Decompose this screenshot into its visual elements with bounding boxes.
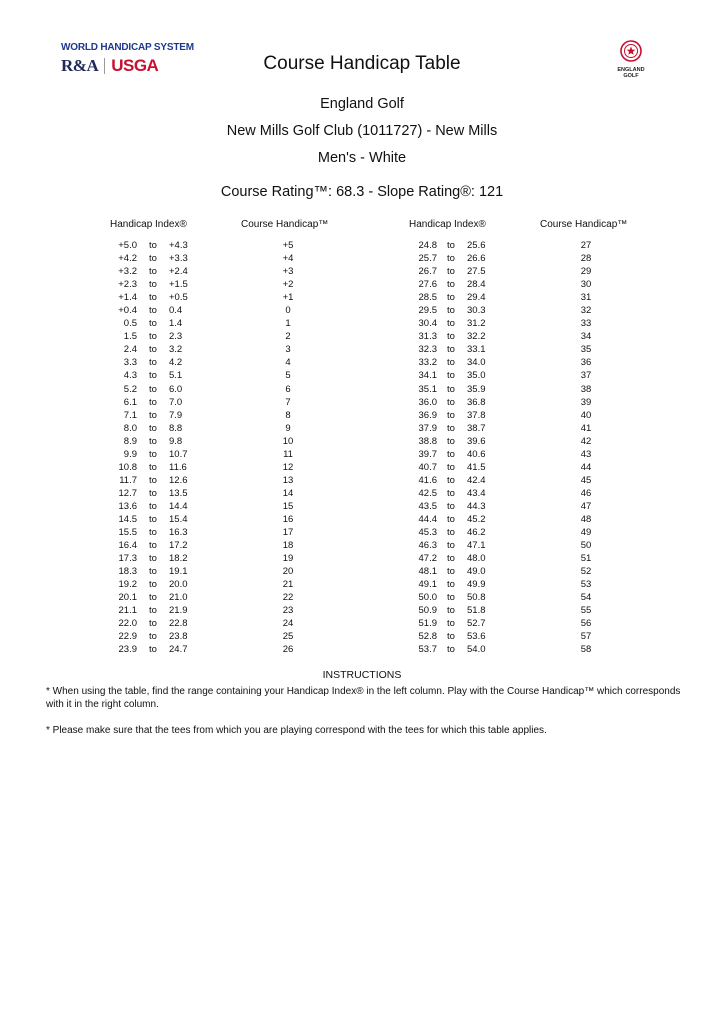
handicap-index-to: 46.2 <box>467 527 486 539</box>
handicap-index-to: 18.2 <box>169 553 188 565</box>
instruction-line-2: * Please make sure that the tees from which you are playing correspond with the tees for which this table applies. <box>46 725 547 736</box>
course-handicap-value: 46 <box>580 487 592 499</box>
england-label: ENGLAND <box>617 67 645 73</box>
handicap-index-to: 11.6 <box>169 461 187 473</box>
handicap-index-from: 16.4 <box>118 540 137 552</box>
handicap-index-from: 36.0 <box>418 396 437 408</box>
range-separator: to <box>447 435 455 447</box>
handicap-index-from: 50.0 <box>418 592 437 604</box>
handicap-index-from: 46.3 <box>418 540 437 552</box>
handicap-index-from: +5.0 <box>118 240 137 251</box>
range-separator: to <box>149 357 157 369</box>
instruction-line-1: * When using the table, find the range containing your Handicap Index® in the left column. Play with the Course Handicap™ which corresponds with it in the right column. <box>46 686 681 710</box>
course-slope-rating: Course Rating™: 68.3 - Slope Rating®: 121 <box>220 184 504 200</box>
col-header-handicap-index-right: Handicap Index® <box>409 219 486 230</box>
course-handicap-value: 22 <box>282 592 294 604</box>
range-separator: to <box>149 448 157 460</box>
handicap-index-from: 41.6 <box>418 474 437 486</box>
handicap-index-from: 24.8 <box>418 240 437 251</box>
course-handicap-value: 40 <box>580 409 592 421</box>
range-separator: to <box>447 448 455 460</box>
handicap-index-to: 25.6 <box>467 240 486 251</box>
handicap-index-from: 13.6 <box>118 500 137 512</box>
handicap-index-from: 12.7 <box>118 487 137 499</box>
handicap-index-from: 19.2 <box>118 579 137 591</box>
range-separator: to <box>447 527 455 539</box>
handicap-index-from: 38.8 <box>418 435 437 447</box>
course-handicap-value: 30 <box>580 279 592 291</box>
range-separator: to <box>149 305 157 317</box>
course-handicap-value: 32 <box>580 305 592 317</box>
handicap-index-from: 9.9 <box>123 448 137 460</box>
course-handicap-value: +5 <box>282 240 294 251</box>
handicap-index-from: 22.9 <box>118 631 137 643</box>
range-separator: to <box>149 253 157 265</box>
range-separator: to <box>447 292 455 304</box>
usga-logo: USGA <box>111 56 159 75</box>
range-separator: to <box>149 605 157 617</box>
handicap-index-to: 5.1 <box>169 370 183 382</box>
course-handicap-value: 17 <box>282 527 294 539</box>
course-handicap-value: +4 <box>282 253 294 265</box>
course-handicap-value: 55 <box>580 605 592 617</box>
handicap-index-from: 31.3 <box>418 331 437 343</box>
course-handicap-value: 34 <box>580 331 592 343</box>
handicap-index-to: 40.6 <box>467 448 486 460</box>
handicap-index-from: 23.9 <box>118 644 137 656</box>
course-handicap-value: +2 <box>282 279 294 291</box>
course-handicap-value: 19 <box>282 553 294 565</box>
handicap-index-to: 36.8 <box>467 396 486 408</box>
range-separator: to <box>149 644 157 656</box>
range-separator: to <box>447 631 455 643</box>
course-handicap-value: 10 <box>282 435 294 447</box>
handicap-index-to: 54.0 <box>467 644 486 656</box>
handicap-index-from: 37.9 <box>418 422 437 434</box>
handicap-index-to: 21.0 <box>169 592 188 604</box>
handicap-index-to: 42.4 <box>467 474 486 486</box>
handicap-index-to: 20.0 <box>169 579 188 591</box>
handicap-index-to: 51.8 <box>467 605 486 617</box>
course-handicap-value: 13 <box>282 474 294 486</box>
range-separator: to <box>149 331 157 343</box>
range-separator: to <box>149 370 157 382</box>
handicap-index-to: 2.3 <box>169 331 183 343</box>
range-separator: to <box>447 240 455 251</box>
handicap-index-from: 8.0 <box>123 422 137 434</box>
course-handicap-value: 54 <box>580 592 592 604</box>
range-separator: to <box>149 527 157 539</box>
handicap-index-to: 49.0 <box>467 566 486 578</box>
handicap-index-to: 37.8 <box>467 409 486 421</box>
course-handicap-value: 33 <box>580 318 592 330</box>
course-handicap-value: 5 <box>285 370 291 382</box>
handicap-index-to: 21.9 <box>169 605 188 617</box>
handicap-index-from: 18.3 <box>118 566 137 578</box>
handicap-index-from: 5.2 <box>123 383 137 395</box>
range-separator: to <box>447 644 455 656</box>
handicap-index-to: +1.5 <box>169 279 188 291</box>
range-separator: to <box>149 566 157 578</box>
handicap-index-from: +2.3 <box>118 279 137 291</box>
handicap-index-to: 49.9 <box>467 579 486 591</box>
handicap-index-to: 35.0 <box>467 370 486 382</box>
handicap-index-to: 48.0 <box>467 553 486 565</box>
course-handicap-value: 56 <box>580 618 592 630</box>
handicap-index-to: 13.5 <box>169 487 188 499</box>
course-handicap-value: 52 <box>580 566 592 578</box>
handicap-index-from: 51.9 <box>418 618 437 630</box>
handicap-index-to: 44.3 <box>467 500 486 512</box>
handicap-index-from: 47.2 <box>418 553 437 565</box>
course-handicap-value: 39 <box>580 396 592 408</box>
range-separator: to <box>447 318 455 330</box>
handicap-index-to: 27.5 <box>467 266 486 278</box>
handicap-index-from: 1.5 <box>123 331 137 343</box>
course-handicap-value: 43 <box>580 448 592 460</box>
handicap-index-from: 25.7 <box>418 253 437 265</box>
range-separator: to <box>149 240 157 251</box>
handicap-index-from: 32.3 <box>418 344 437 356</box>
course-handicap-value: +1 <box>282 292 294 304</box>
page-title: Course Handicap Table <box>263 53 461 74</box>
col-header-course-handicap-left: Course Handicap™ <box>241 219 329 230</box>
range-separator: to <box>149 383 157 395</box>
handicap-index-to: 19.1 <box>169 566 188 578</box>
range-separator: to <box>447 566 455 578</box>
handicap-index-to: 4.2 <box>169 357 183 369</box>
handicap-index-to: +0.5 <box>169 292 188 304</box>
handicap-index-to: 50.8 <box>467 592 486 604</box>
course-handicap-value: 35 <box>580 344 592 356</box>
handicap-index-to: +4.3 <box>169 240 188 251</box>
course-handicap-value: 44 <box>580 461 592 473</box>
handicap-index-to: 7.9 <box>169 409 183 421</box>
range-separator: to <box>447 605 455 617</box>
course-handicap-value: 31 <box>580 292 592 304</box>
course-handicap-value: 41 <box>580 422 592 434</box>
course-handicap-value: 29 <box>580 266 592 278</box>
course-handicap-value: 8 <box>285 409 291 421</box>
course-handicap-value: 23 <box>282 605 294 617</box>
range-separator: to <box>149 409 157 421</box>
course-handicap-value: +3 <box>282 266 294 278</box>
handicap-index-to: 38.7 <box>467 422 486 434</box>
course-handicap-value: 14 <box>282 487 294 499</box>
handicap-index-from: 4.3 <box>123 370 137 382</box>
course-handicap-value: 11 <box>283 448 293 460</box>
range-separator: to <box>149 396 157 408</box>
course-handicap-value: 6 <box>285 383 291 395</box>
handicap-index-from: 11.7 <box>119 474 137 486</box>
handicap-index-from: 15.5 <box>118 527 137 539</box>
handicap-index-to: 3.2 <box>169 344 183 356</box>
handicap-index-to: 28.4 <box>467 279 486 291</box>
course-handicap-value: 26 <box>282 644 294 656</box>
handicap-index-from: 20.1 <box>118 592 137 604</box>
range-separator: to <box>149 540 157 552</box>
ra-logo: R&A <box>61 56 99 75</box>
golf-label: GOLF <box>623 73 639 79</box>
course-handicap-value: 15 <box>282 500 294 512</box>
course-handicap-value: 50 <box>580 540 592 552</box>
tee-name: Men's - White <box>317 150 407 166</box>
handicap-index-from: 8.9 <box>123 435 137 447</box>
range-separator: to <box>149 592 157 604</box>
range-separator: to <box>149 318 157 330</box>
range-separator: to <box>447 279 455 291</box>
handicap-index-from: 17.3 <box>118 553 137 565</box>
handicap-index-from: 22.0 <box>118 618 137 630</box>
handicap-index-from: 39.7 <box>418 448 437 460</box>
handicap-index-to: 22.8 <box>169 618 188 630</box>
handicap-index-from: 42.5 <box>418 487 437 499</box>
handicap-index-from: 21.1 <box>118 605 137 617</box>
handicap-index-from: 50.9 <box>418 605 437 617</box>
course-handicap-value: 49 <box>580 527 592 539</box>
handicap-index-to: 29.4 <box>467 292 486 304</box>
course-handicap-value: 20 <box>282 566 294 578</box>
handicap-index-from: +4.2 <box>118 253 137 265</box>
handicap-index-to: 0.4 <box>169 305 183 317</box>
handicap-index-to: 9.8 <box>169 435 183 447</box>
col-header-course-handicap-right: Course Handicap™ <box>540 219 628 230</box>
handicap-index-from: 49.1 <box>418 579 437 591</box>
handicap-index-to: 45.2 <box>467 513 486 525</box>
handicap-index-to: 41.5 <box>467 461 486 473</box>
handicap-index-from: 30.4 <box>418 318 437 330</box>
handicap-index-from: 35.1 <box>418 383 437 395</box>
club-name: New Mills Golf Club (1011727) - New Mills <box>226 123 498 139</box>
course-handicap-value: 25 <box>282 631 294 643</box>
range-separator: to <box>447 383 455 395</box>
range-separator: to <box>149 422 157 434</box>
range-separator: to <box>447 487 455 499</box>
handicap-index-to: 10.7 <box>169 448 188 460</box>
handicap-index-from: 10.8 <box>118 461 137 473</box>
course-handicap-value: 1 <box>285 318 291 330</box>
range-separator: to <box>447 357 455 369</box>
range-separator: to <box>447 422 455 434</box>
range-separator: to <box>447 331 455 343</box>
course-handicap-value: 7 <box>285 396 291 408</box>
handicap-index-to: 15.4 <box>169 513 188 525</box>
handicap-index-from: 28.5 <box>418 292 437 304</box>
range-separator: to <box>447 396 455 408</box>
handicap-index-to: 31.2 <box>467 318 486 330</box>
range-separator: to <box>447 579 455 591</box>
course-handicap-value: 51 <box>580 553 592 565</box>
course-handicap-value: 27 <box>580 240 592 251</box>
course-handicap-value: 47 <box>580 500 592 512</box>
range-separator: to <box>149 266 157 278</box>
handicap-index-from: 26.7 <box>418 266 437 278</box>
col-header-handicap-index-left: Handicap Index® <box>110 219 187 230</box>
range-separator: to <box>149 474 157 486</box>
handicap-index-to: 30.3 <box>467 305 486 317</box>
range-separator: to <box>447 592 455 604</box>
course-handicap-value: 45 <box>580 474 592 486</box>
range-separator: to <box>447 344 455 356</box>
handicap-index-from: 43.5 <box>418 500 437 512</box>
range-separator: to <box>447 461 455 473</box>
handicap-index-to: 16.3 <box>169 527 188 539</box>
handicap-index-to: 34.0 <box>467 357 486 369</box>
course-handicap-value: 38 <box>580 383 592 395</box>
range-separator: to <box>447 370 455 382</box>
handicap-index-to: 35.9 <box>467 383 486 395</box>
handicap-index-to: 26.6 <box>467 253 486 265</box>
handicap-index-from: 3.3 <box>123 357 137 369</box>
handicap-index-to: 23.8 <box>169 631 188 643</box>
handicap-index-to: 52.7 <box>467 618 486 630</box>
handicap-index-from: 0.5 <box>123 318 137 330</box>
handicap-index-to: 12.6 <box>169 474 188 486</box>
range-separator: to <box>447 253 455 265</box>
handicap-index-from: 33.2 <box>418 357 437 369</box>
handicap-index-from: 14.5 <box>118 513 137 525</box>
handicap-index-to: 43.4 <box>467 487 486 499</box>
range-separator: to <box>447 305 455 317</box>
range-separator: to <box>149 631 157 643</box>
course-handicap-value: 48 <box>580 513 592 525</box>
handicap-index-to: 47.1 <box>467 540 486 552</box>
whs-logo-text: WORLD HANDICAP SYSTEM <box>61 42 194 53</box>
range-separator: to <box>149 292 157 304</box>
handicap-index-from: 2.4 <box>123 344 137 356</box>
range-separator: to <box>447 474 455 486</box>
course-handicap-value: 42 <box>580 435 592 447</box>
handicap-index-from: +0.4 <box>118 305 137 317</box>
range-separator: to <box>447 266 455 278</box>
handicap-index-from: 53.7 <box>418 644 437 656</box>
instructions-title: INSTRUCTIONS <box>322 669 402 681</box>
handicap-index-to: 8.8 <box>169 422 183 434</box>
range-separator: to <box>149 513 157 525</box>
range-separator: to <box>447 618 455 630</box>
handicap-index-to: 17.2 <box>169 540 188 552</box>
course-handicap-value: 18 <box>282 540 294 552</box>
range-separator: to <box>149 500 157 512</box>
course-handicap-value: 57 <box>580 631 592 643</box>
range-separator: to <box>447 409 455 421</box>
course-handicap-value: 16 <box>282 513 294 525</box>
handicap-index-to: 1.4 <box>169 318 183 330</box>
handicap-index-from: 36.9 <box>418 409 437 421</box>
handicap-index-to: 32.2 <box>467 331 486 343</box>
handicap-index-to: 14.4 <box>169 500 188 512</box>
handicap-index-from: 34.1 <box>418 370 437 382</box>
course-handicap-value: 4 <box>285 357 291 369</box>
range-separator: to <box>149 344 157 356</box>
range-separator: to <box>447 500 455 512</box>
course-handicap-value: 9 <box>285 422 291 434</box>
course-handicap-value: 12 <box>282 461 294 473</box>
course-handicap-value: 0 <box>285 305 291 317</box>
handicap-index-from: 44.4 <box>418 513 437 525</box>
range-separator: to <box>447 540 455 552</box>
course-handicap-value: 24 <box>282 618 294 630</box>
course-handicap-value: 21 <box>282 579 294 591</box>
handicap-index-from: 29.5 <box>418 305 437 317</box>
handicap-index-from: 52.8 <box>418 631 437 643</box>
course-handicap-value: 2 <box>285 331 291 343</box>
range-separator: to <box>149 435 157 447</box>
course-handicap-value: 53 <box>580 579 592 591</box>
handicap-index-to: 33.1 <box>467 344 486 356</box>
range-separator: to <box>149 279 157 291</box>
handicap-index-from: +1.4 <box>118 292 137 304</box>
range-separator: to <box>149 579 157 591</box>
handicap-index-from: 7.1 <box>123 409 137 421</box>
handicap-index-to: 6.0 <box>169 383 183 395</box>
handicap-index-to: 7.0 <box>169 396 183 408</box>
course-handicap-value: 58 <box>580 644 592 656</box>
handicap-index-to: 53.6 <box>467 631 486 643</box>
handicap-index-from: 6.1 <box>123 396 137 408</box>
course-handicap-value: 3 <box>285 344 291 356</box>
handicap-index-from: 40.7 <box>418 461 437 473</box>
range-separator: to <box>149 553 157 565</box>
course-handicap-value: 28 <box>580 253 592 265</box>
handicap-index-to: +3.3 <box>169 253 188 265</box>
range-separator: to <box>149 461 157 473</box>
handicap-index-from: 27.6 <box>418 279 437 291</box>
handicap-index-from: 45.3 <box>418 527 437 539</box>
handicap-index-to: +2.4 <box>169 266 188 278</box>
range-separator: to <box>149 618 157 630</box>
handicap-index-from: 48.1 <box>418 566 437 578</box>
course-handicap-value: 37 <box>580 370 592 382</box>
range-separator: to <box>447 553 455 565</box>
association-name: England Golf <box>320 96 404 112</box>
course-handicap-value: 36 <box>580 357 592 369</box>
range-separator: to <box>149 487 157 499</box>
handicap-index-to: 24.7 <box>169 644 188 656</box>
handicap-index-from: +3.2 <box>118 266 137 278</box>
range-separator: to <box>447 513 455 525</box>
handicap-index-to: 39.6 <box>467 435 486 447</box>
